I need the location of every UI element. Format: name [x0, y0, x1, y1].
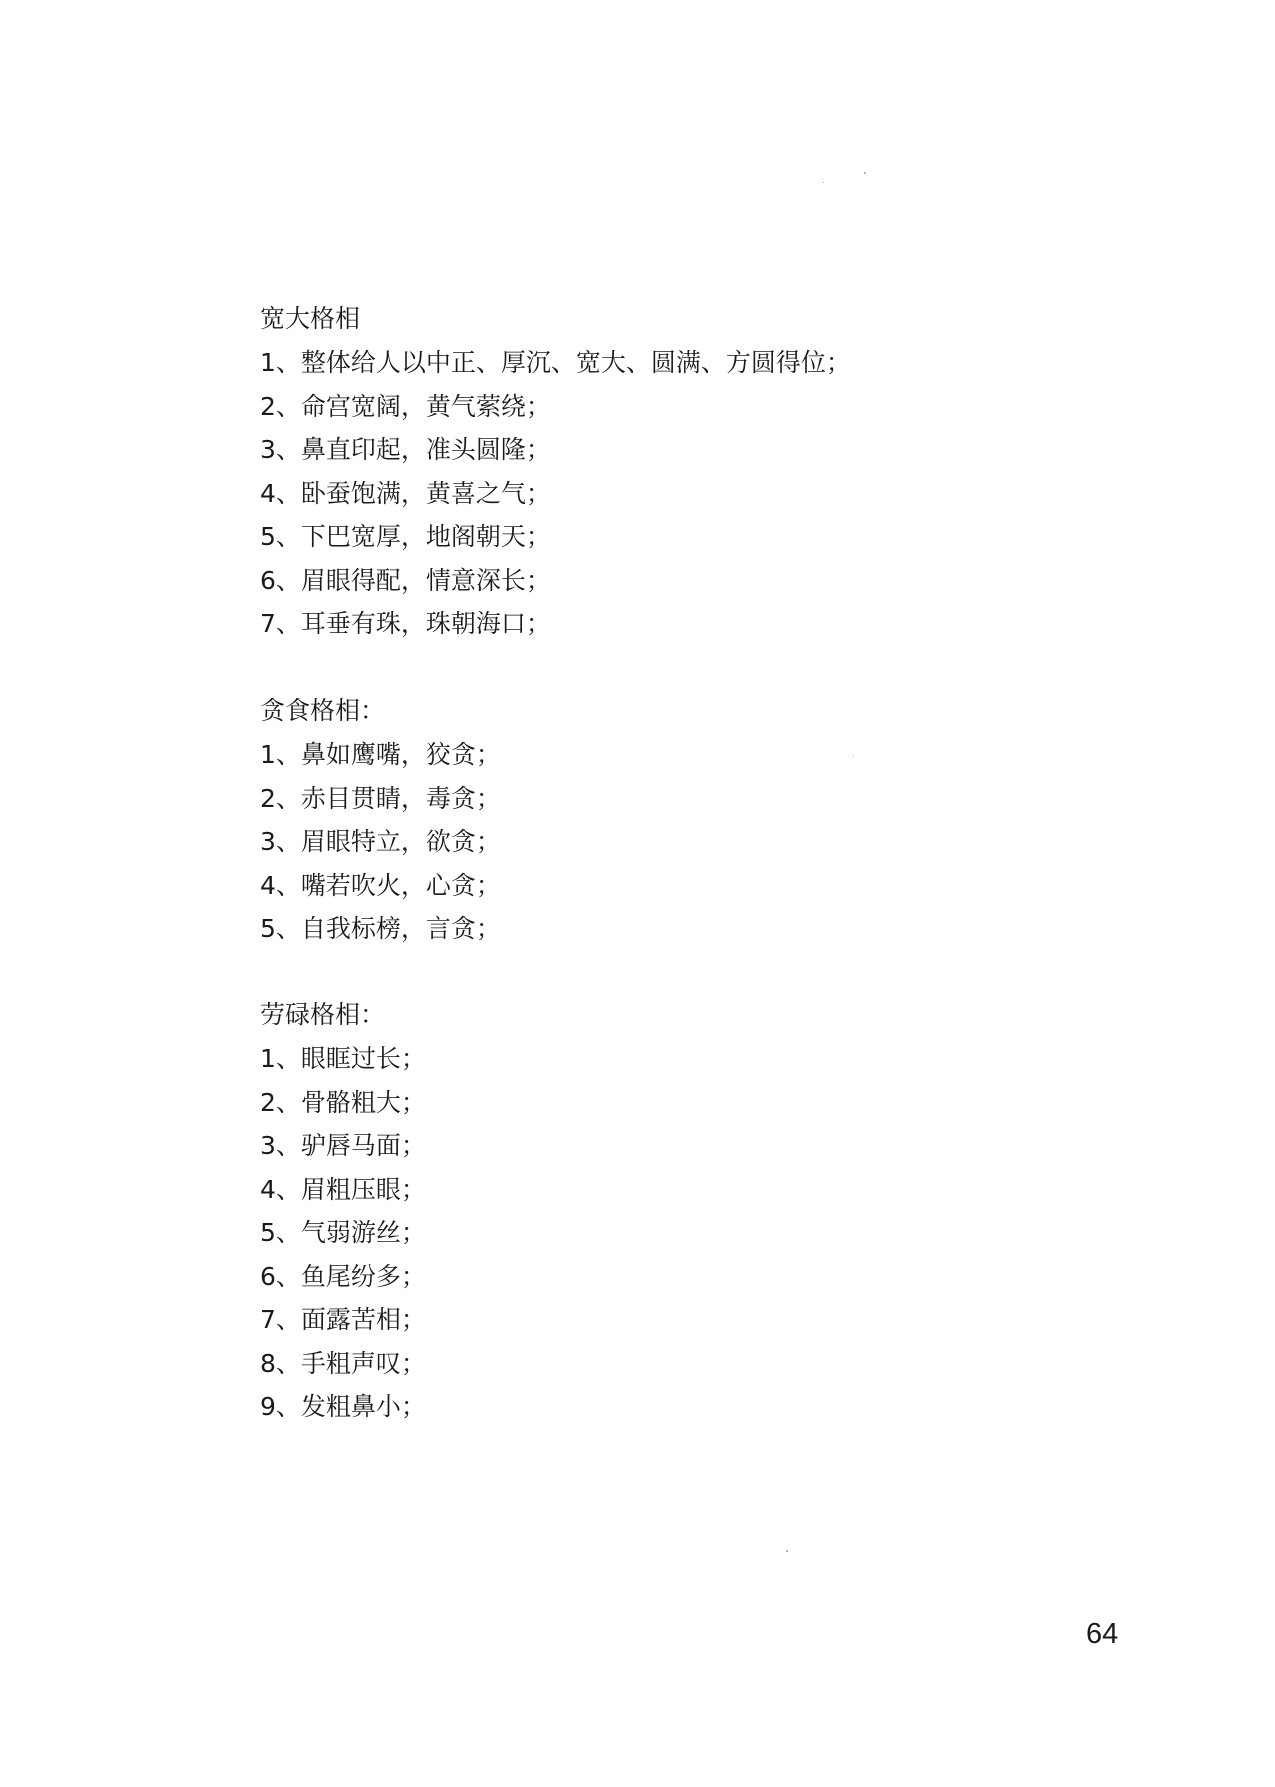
list-item: 3、鼻直印起，准头圆隆； — [260, 435, 551, 464]
list-item: 2、赤目贯睛，毒贪； — [260, 783, 501, 813]
section-kuanda — [260, 297, 851, 646]
list-item: 5、自我标榜，言贪； — [260, 914, 501, 943]
section-heading: 宽大格相 — [260, 304, 361, 333]
list-item: 9、发粗鼻小； — [260, 1392, 426, 1421]
section-heading: 劳碌格相： — [260, 1000, 386, 1029]
section-heading: 贪食格相： — [260, 696, 386, 725]
list-item: 7、面露苦相； — [260, 1305, 426, 1334]
scan-speck — [864, 172, 866, 174]
page-number: 64 — [1086, 1618, 1119, 1650]
list-item: 6、鱼尾纷多； — [260, 1261, 426, 1291]
scan-speck — [823, 182, 824, 183]
scan-speck — [853, 755, 854, 756]
list-item: 1、眼眶过长； — [260, 1044, 426, 1073]
list-item: 1、鼻如鹰嘴，狡贪； — [260, 740, 501, 769]
scan-speck — [786, 1550, 788, 1552]
list-item: 8、手粗声叹； — [260, 1348, 426, 1378]
section-tanshi — [260, 689, 501, 951]
list-item: 3、驴唇马面； — [260, 1131, 426, 1160]
list-item: 5、气弱游丝； — [260, 1218, 426, 1247]
list-item: 6、眉眼得配，情意深长； — [260, 565, 551, 595]
list-item: 2、命宫宽阔，黄气萦绕； — [260, 391, 551, 421]
list-item: 1、整体给人以中正、厚沉、宽大、圆满、方圆得位； — [260, 348, 851, 377]
section-laolu — [260, 993, 426, 1429]
list-item: 4、卧蚕饱满，黄喜之气； — [260, 478, 551, 508]
list-item: 5、下巴宽厚，地阁朝天； — [260, 522, 551, 551]
list-item: 7、耳垂有珠，珠朝海口； — [260, 609, 551, 638]
list-item: 4、嘴若吹火，心贪； — [260, 870, 501, 900]
list-item: 2、骨骼粗大； — [260, 1087, 426, 1117]
list-item: 4、眉粗压眼； — [260, 1174, 426, 1204]
list-item: 3、眉眼特立，欲贪； — [260, 827, 501, 856]
